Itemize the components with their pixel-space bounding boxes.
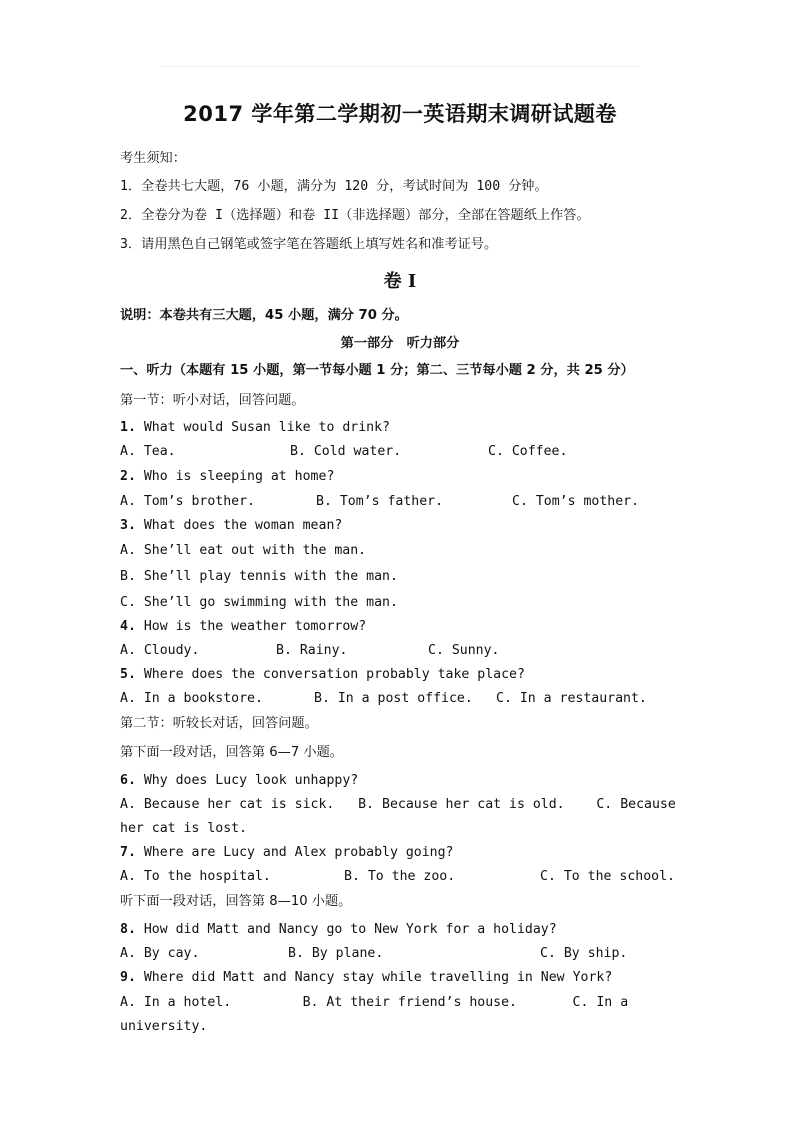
question-number: 8. bbox=[120, 922, 136, 937]
question-8 bbox=[120, 921, 557, 939]
question-6 bbox=[120, 772, 358, 790]
option-b: B. By plane. bbox=[288, 946, 384, 961]
exam-title: 2017 学年第二学期初一英语期末调研试题卷 bbox=[183, 102, 617, 126]
option-c: C. In a restaurant. bbox=[496, 691, 647, 706]
option-c: C. She’ll go swimming with the man. bbox=[120, 595, 398, 610]
notice-item-2: 2．全卷分为卷 I（选择题）和卷 II（非选择题）部分，全部在答题纸上作答。 bbox=[120, 208, 590, 223]
question-text: Where does the conversation probably take place? bbox=[135, 667, 525, 682]
option-c: C. To the school. bbox=[540, 869, 675, 884]
question-number: 9. bbox=[120, 970, 136, 985]
question-text: What does the woman mean? bbox=[135, 518, 343, 533]
question-1 bbox=[120, 419, 390, 437]
question-number: 2. bbox=[120, 469, 136, 484]
question-9-options-line2: university. bbox=[120, 1019, 208, 1034]
option-b: B. Tom’s father. bbox=[316, 494, 444, 509]
option-b: B. Cold water. bbox=[290, 444, 402, 459]
option-a: A. Cloudy. bbox=[120, 643, 200, 658]
option-a: A. She’ll eat out with the man. bbox=[120, 543, 367, 558]
question-9-options-line1: A. In a hotel. B. At their friend’s house. C. In a bbox=[120, 995, 629, 1010]
part-title: 第一部分 听力部分 bbox=[340, 336, 460, 351]
question-number: 6. bbox=[120, 773, 136, 788]
option-b: B. In a post office. bbox=[314, 691, 473, 706]
question-text: Who is sleeping at home? bbox=[135, 469, 335, 484]
section1-heading: 第一节：听小对话，回答问题。 bbox=[120, 393, 305, 408]
notice-item-3: 3．请用黑色自己钢笔或签字笔在答题纸上填写姓名和准考证号。 bbox=[120, 237, 498, 252]
question-number: 5. bbox=[120, 667, 136, 682]
option-c: C. Tom’s mother. bbox=[512, 494, 640, 509]
question-5 bbox=[120, 666, 525, 684]
question-text: How is the weather tomorrow? bbox=[135, 619, 367, 634]
option-b: B. To the zoo. bbox=[344, 869, 456, 884]
option-a: A. Tea. bbox=[120, 444, 176, 459]
question-6-options-line1: A. Because her cat is sick. B. Because her cat is old. C. Because bbox=[120, 797, 676, 812]
option-a: A. Tom’s brother. bbox=[120, 494, 255, 509]
question-number: 1. bbox=[120, 420, 136, 435]
section-title: 卷 I bbox=[383, 271, 417, 292]
question-number: 4. bbox=[120, 619, 136, 634]
question-2 bbox=[120, 468, 334, 486]
question-9 bbox=[120, 969, 612, 987]
part1-heading: 一、听力（本题有 15 小题，第一节每小题 1 分；第二、三节每小题 2 分，共 25 分） bbox=[120, 363, 634, 378]
question-text: Where did Matt and Nancy stay while travelling in New York? bbox=[135, 970, 613, 985]
option-a: A. In a bookstore. bbox=[120, 691, 263, 706]
dialog1-heading: 第下面一段对话，回答第 6—7 小题。 bbox=[120, 745, 343, 760]
question-7 bbox=[120, 844, 453, 862]
question-text: Where are Lucy and Alex probably going? bbox=[135, 845, 454, 860]
question-text: Why does Lucy look unhappy? bbox=[135, 773, 359, 788]
section-note: 说明：本卷共有三大题，45 小题，满分 70 分。 bbox=[120, 308, 408, 323]
option-b: B. Rainy. bbox=[276, 643, 348, 658]
notice-item-1: 1．全卷共七大题，76 小题，满分为 120 分，考试时间为 100 分钟。 bbox=[120, 179, 548, 194]
option-c: C. Coffee. bbox=[488, 444, 568, 459]
section2-heading: 第二节：听较长对话，回答问题。 bbox=[120, 716, 318, 731]
notice-heading: 考生须知： bbox=[120, 151, 186, 166]
option-a: A. By cay. bbox=[120, 946, 200, 961]
question-text: What would Susan like to drink? bbox=[135, 420, 390, 435]
option-c: C. By ship. bbox=[540, 946, 628, 961]
question-4 bbox=[120, 618, 366, 636]
question-3 bbox=[120, 517, 342, 535]
option-a: A. To the hospital. bbox=[120, 869, 271, 884]
question-text: How did Matt and Nancy go to New York for a holiday? bbox=[135, 922, 557, 937]
option-b: B. She’ll play tennis with the man. bbox=[120, 569, 398, 584]
question-6-options-line2: her cat is lost. bbox=[120, 821, 248, 836]
question-number: 7. bbox=[120, 845, 136, 860]
header-rule bbox=[160, 66, 640, 67]
question-number: 3. bbox=[120, 518, 136, 533]
dialog2-heading: 听下面一段对话，回答第 8—10 小题。 bbox=[120, 894, 352, 909]
option-c: C. Sunny. bbox=[428, 643, 500, 658]
